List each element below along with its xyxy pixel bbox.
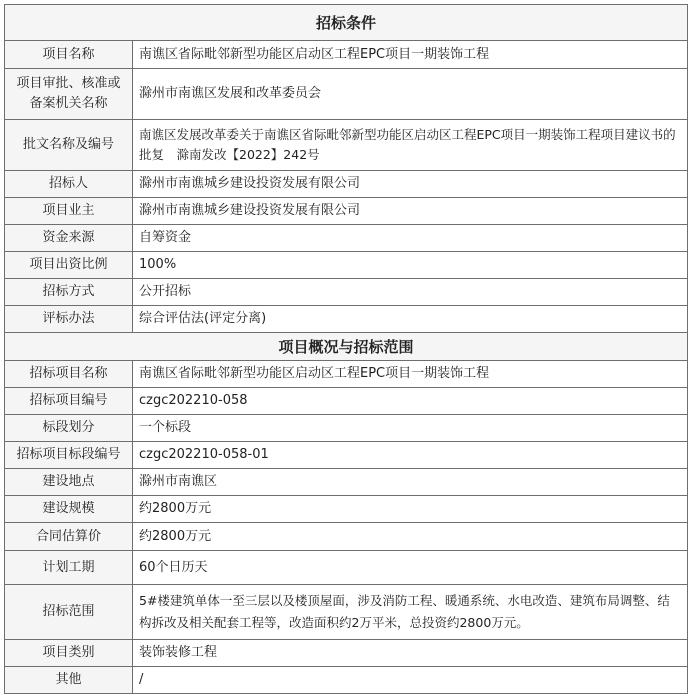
row-label: 资金来源	[5, 225, 133, 252]
row-label: 项目类别	[5, 640, 133, 667]
table-row	[5, 171, 688, 198]
row-label: 建设地点	[5, 469, 133, 496]
row-value: 约2800万元	[133, 496, 688, 523]
row-value: 滁州市南谯城乡建设投资发展有限公司	[133, 198, 688, 225]
row-value: 滁州市南谯区	[133, 469, 688, 496]
row-label: 招标范围	[5, 585, 133, 640]
row-label: 项目业主	[5, 198, 133, 225]
row-value: 100%	[133, 252, 688, 279]
row-label: 计划工期	[5, 551, 133, 585]
row-label: 招标项目名称	[5, 361, 133, 388]
table-row	[5, 415, 688, 442]
table-row	[5, 279, 688, 306]
section-title-conditions: 招标条件	[5, 5, 688, 41]
row-value: 综合评估法(评定分离)	[133, 306, 688, 333]
row-label: 项目出资比例	[5, 252, 133, 279]
row-value: czgc202210-058	[133, 388, 688, 415]
row-label: 批文名称及编号	[5, 120, 133, 171]
table-row	[5, 198, 688, 225]
row-value: 60个日历天	[133, 551, 688, 585]
row-value: 南谯区发展改革委关于南谯区省际毗邻新型功能区启动区工程EPC项目一期装饰工程项目建议书的批复 滁南发改【2022】242号	[133, 120, 688, 171]
row-value: 公开招标	[133, 279, 688, 306]
row-label: 招标项目编号	[5, 388, 133, 415]
table-row	[5, 640, 688, 667]
table-row	[5, 469, 688, 496]
table-row	[5, 306, 688, 333]
section-title-overview: 项目概况与招标范围	[5, 333, 688, 361]
table-row	[5, 667, 688, 694]
row-label: 合同估算价	[5, 523, 133, 551]
row-value: czgc202210-058-01	[133, 442, 688, 469]
table-row	[5, 442, 688, 469]
tender-table	[4, 4, 688, 694]
table-row	[5, 496, 688, 523]
row-value: /	[133, 667, 688, 694]
table-row	[5, 585, 688, 640]
table-row	[5, 225, 688, 252]
row-label: 标段划分	[5, 415, 133, 442]
row-label: 招标方式	[5, 279, 133, 306]
row-value: 滁州市南谯区发展和改革委员会	[133, 69, 688, 120]
row-value: 5#楼建筑单体一至三层以及楼顶屋面，涉及消防工程、暖通系统、水电改造、建筑布局调整、结构拆改及相关配套工程等，改造面积约2万平米，总投资约2800万元。	[133, 585, 688, 640]
table-row	[5, 41, 688, 69]
table-row	[5, 523, 688, 551]
row-label: 招标项目标段编号	[5, 442, 133, 469]
row-value: 南谯区省际毗邻新型功能区启动区工程EPC项目一期装饰工程	[133, 41, 688, 69]
row-value: 一个标段	[133, 415, 688, 442]
table-row	[5, 69, 688, 120]
table-row	[5, 252, 688, 279]
table-row	[5, 388, 688, 415]
row-label: 项目审批、核准或备案机关名称	[5, 69, 133, 120]
table-row	[5, 120, 688, 171]
row-value: 约2800万元	[133, 523, 688, 551]
row-label: 项目名称	[5, 41, 133, 69]
table-row	[5, 361, 688, 388]
row-value: 装饰装修工程	[133, 640, 688, 667]
row-value: 南谯区省际毗邻新型功能区启动区工程EPC项目一期装饰工程	[133, 361, 688, 388]
row-value: 滁州市南谯城乡建设投资发展有限公司	[133, 171, 688, 198]
row-label: 建设规模	[5, 496, 133, 523]
row-label: 招标人	[5, 171, 133, 198]
table-row	[5, 551, 688, 585]
row-value: 自筹资金	[133, 225, 688, 252]
row-label: 其他	[5, 667, 133, 694]
row-label: 评标办法	[5, 306, 133, 333]
